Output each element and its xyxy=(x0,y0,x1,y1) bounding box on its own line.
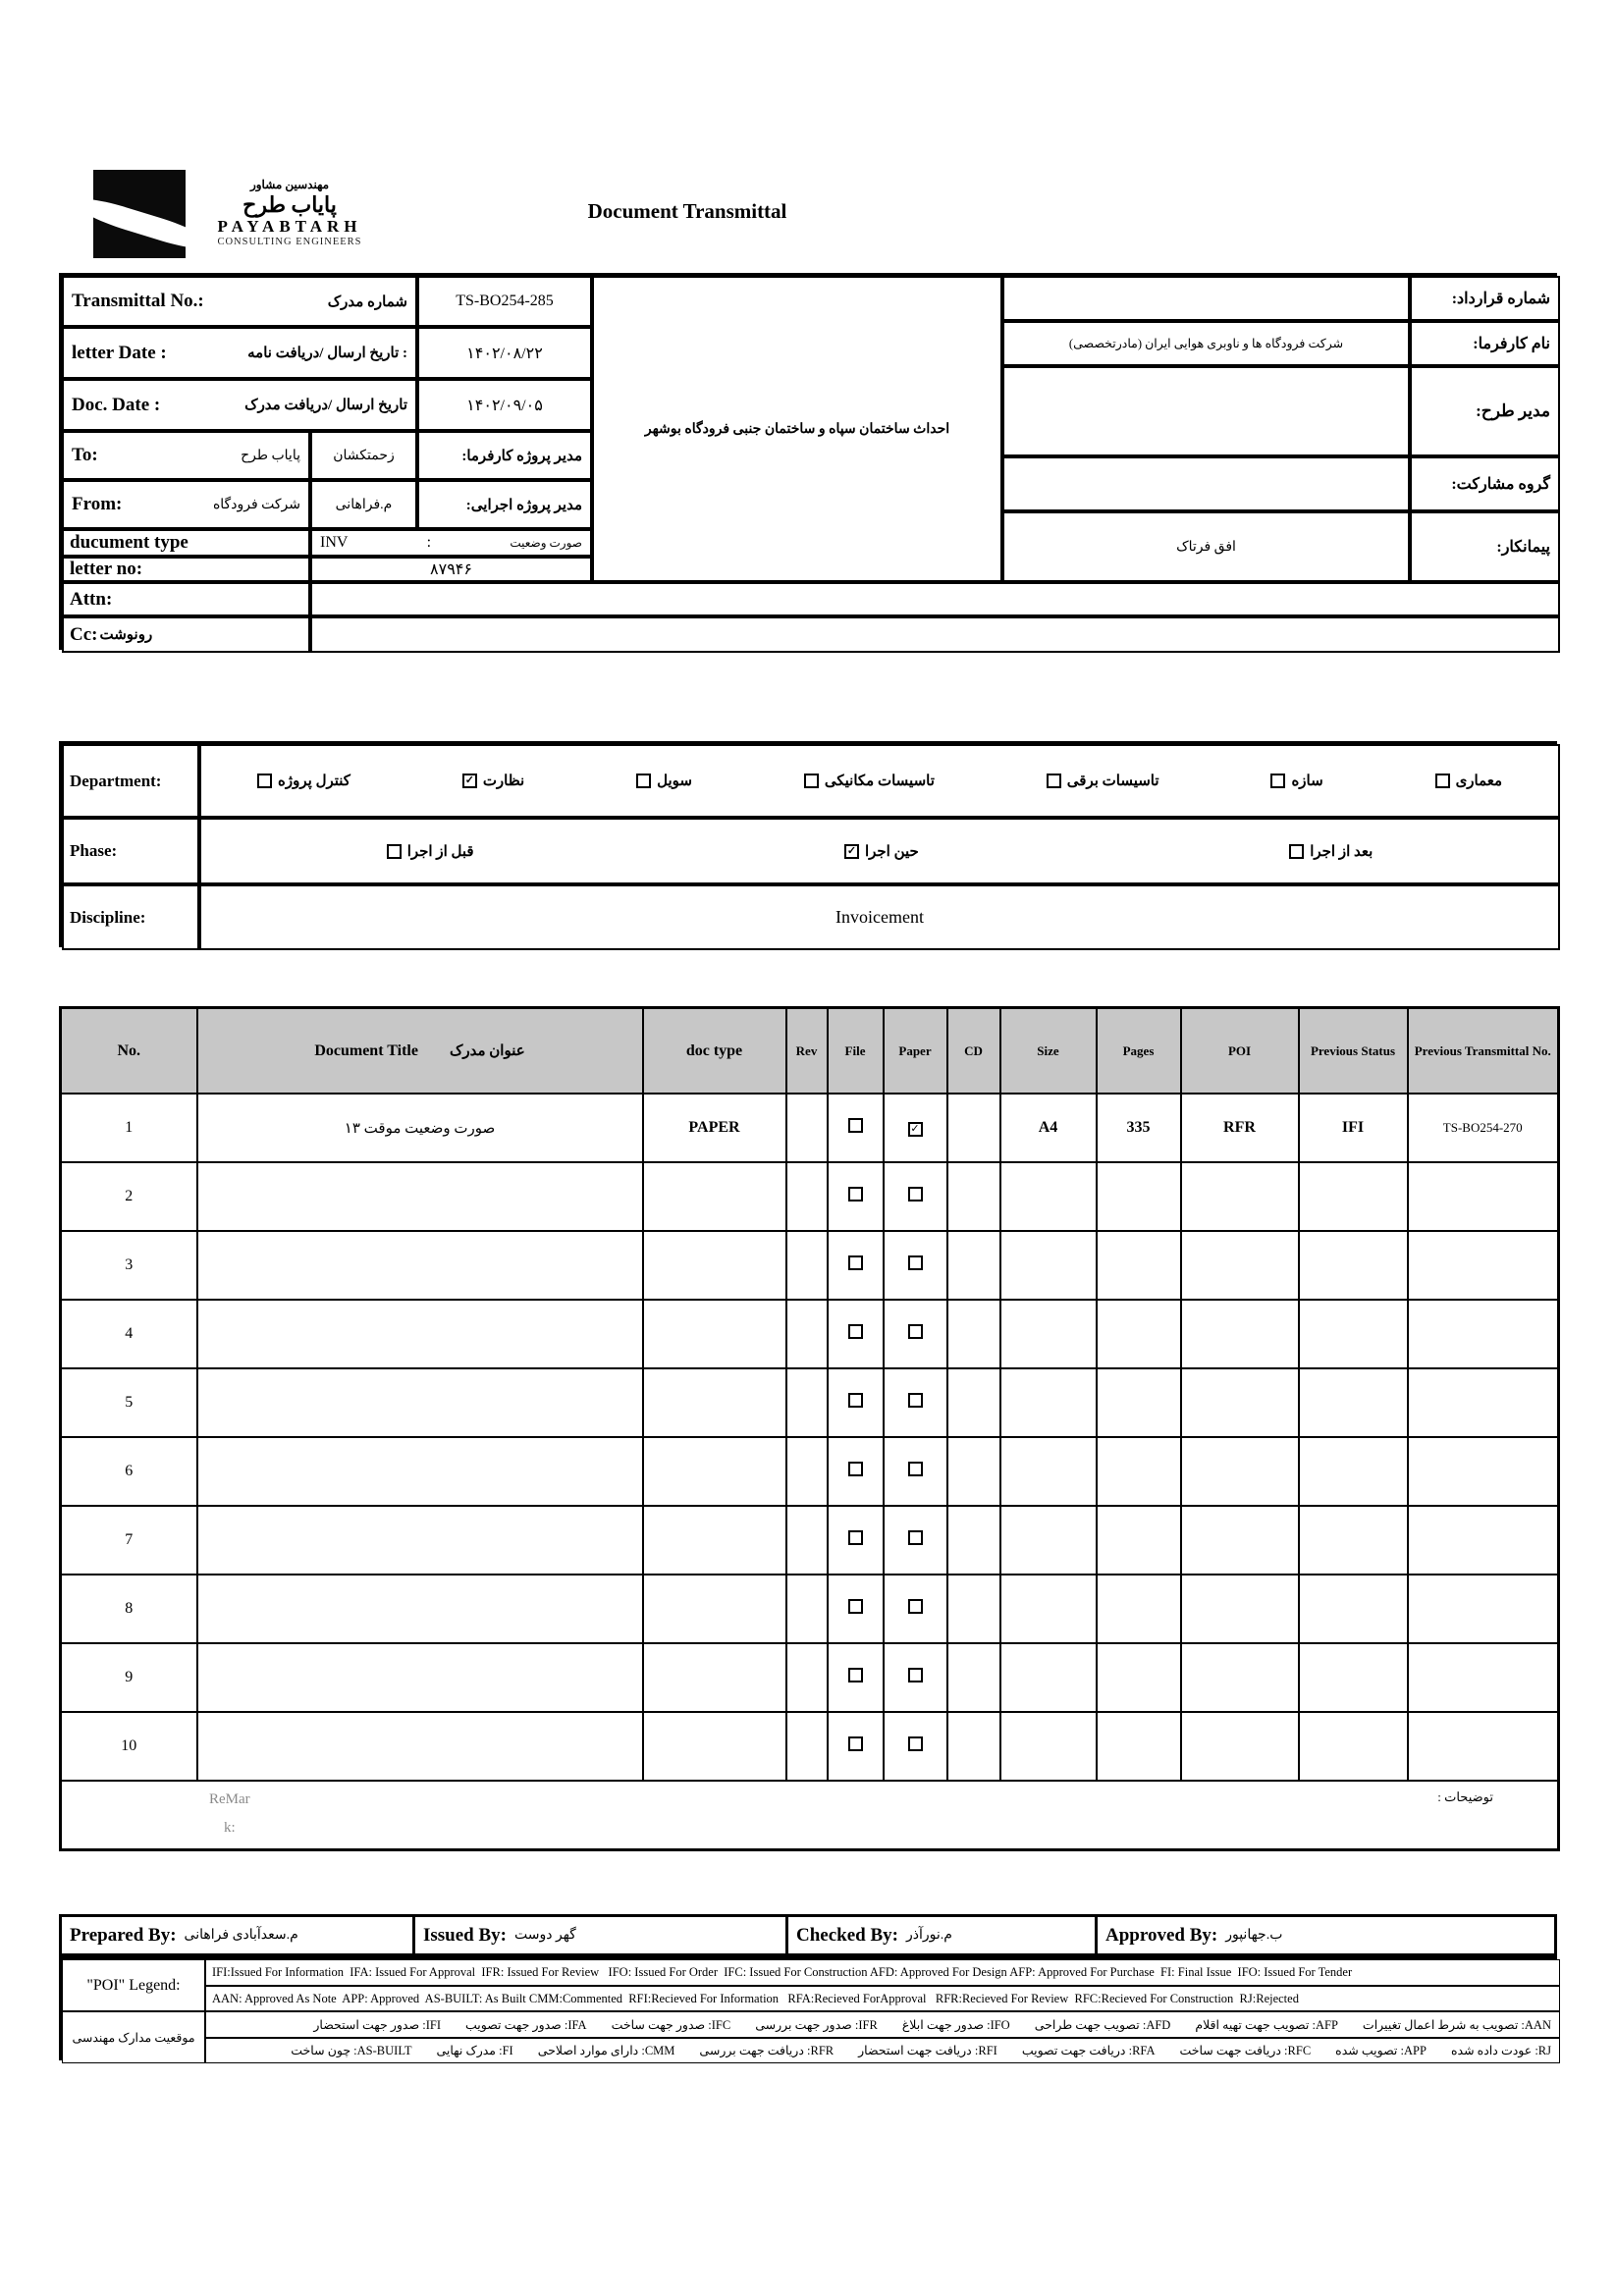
row-cd xyxy=(947,1712,1000,1781)
row-cd xyxy=(947,1162,1000,1231)
row-prev-transmittal xyxy=(1408,1231,1559,1300)
row-poi xyxy=(1181,1575,1299,1643)
row-size xyxy=(1000,1437,1097,1506)
row-rev xyxy=(786,1368,828,1437)
cc-value xyxy=(310,616,1560,653)
checkbox[interactable] xyxy=(804,774,819,788)
col-poi: POI xyxy=(1181,1008,1299,1095)
department-label: Department: xyxy=(62,744,199,818)
col-prev-transmittal: Previous Transmittal No. xyxy=(1408,1008,1559,1095)
checkbox[interactable] xyxy=(1289,844,1304,859)
to-role-label: مدیر پروژه کارفرما: xyxy=(417,431,592,480)
legend-en-line1: IFI:Issued For Information IFA: Issued For Approval IFR: Issued For Review IFO: Issued For Order IFC: Issued For Construction AFD: Approved For Design AFP: Approved For Purchase FI: Final Issue IFO: Issued For Tender xyxy=(205,1959,1560,1986)
row-doc-type xyxy=(643,1368,786,1437)
row-doc-type xyxy=(643,1643,786,1712)
file-checkbox[interactable] xyxy=(848,1255,863,1270)
issued-by-cell: Issued By: گهر دوست xyxy=(415,1917,788,1953)
to-cell: To: پایاب طرح xyxy=(62,431,310,480)
row-size xyxy=(1000,1506,1097,1575)
row-doc-type xyxy=(643,1162,786,1231)
row-no: 9 xyxy=(61,1643,197,1712)
discipline-label: Discipline: xyxy=(62,884,199,950)
row-paper xyxy=(884,1437,947,1506)
row-rev xyxy=(786,1094,828,1162)
remark-label-fa: توضیحات : xyxy=(1437,1789,1493,1804)
row-paper xyxy=(884,1094,947,1162)
discipline-value: Invoicement xyxy=(199,884,1560,950)
col-prev-status: Previous Status xyxy=(1299,1008,1408,1095)
row-title xyxy=(197,1162,643,1231)
row-size xyxy=(1000,1300,1097,1368)
row-title xyxy=(197,1643,643,1712)
legend-fa-line1: AAN: تصویب به شرط اعمال تغییرات AFP: تصویب جهت تهیه اقلام AFD: تصویب جهت طراحی IFO: صدور جهت ابلاغ IFR: صدور جهت بررسی IFC: صدور جهت ساخت IFA: صدور جهت تصویب IFI: صدور جهت استحضار xyxy=(205,2011,1560,2038)
contractor-value: افق فرتاک xyxy=(1002,511,1410,582)
file-checkbox[interactable] xyxy=(848,1462,863,1476)
file-checkbox[interactable] xyxy=(848,1668,863,1682)
row-pages xyxy=(1097,1368,1181,1437)
checkbox[interactable] xyxy=(1270,774,1285,788)
row-doc-type xyxy=(643,1437,786,1506)
brand-tagline-fa: مهندسین مشاور xyxy=(249,178,330,191)
prepared-by-cell: Prepared By: م.سعدآبادی فراهانی xyxy=(62,1917,415,1953)
doc-table-header-row xyxy=(61,1008,1559,1095)
table-row xyxy=(61,1506,1559,1575)
transmittal-no-label: Transmittal No.: شماره مدرک xyxy=(62,276,417,327)
row-title xyxy=(197,1575,643,1643)
row-no: 2 xyxy=(61,1162,197,1231)
col-paper: Paper xyxy=(884,1008,947,1095)
row-rev xyxy=(786,1231,828,1300)
row-prev-status xyxy=(1299,1712,1408,1781)
row-pages xyxy=(1097,1643,1181,1712)
row-poi xyxy=(1181,1300,1299,1368)
paper-checkbox[interactable] xyxy=(908,1393,923,1408)
col-rev: Rev xyxy=(786,1008,828,1095)
row-cd xyxy=(947,1094,1000,1162)
contract-no-label: شماره قرارداد: xyxy=(1410,276,1560,321)
issued-by-value: گهر دوست xyxy=(514,1928,576,1943)
checkbox[interactable] xyxy=(1435,774,1450,788)
row-prev-status: IFI xyxy=(1299,1094,1408,1162)
row-file xyxy=(828,1162,884,1231)
row-no: 4 xyxy=(61,1300,197,1368)
row-no: 6 xyxy=(61,1437,197,1506)
table-row xyxy=(61,1437,1559,1506)
row-title xyxy=(197,1712,643,1781)
row-doc-type xyxy=(643,1712,786,1781)
row-size xyxy=(1000,1575,1097,1643)
checkbox[interactable] xyxy=(636,774,651,788)
row-cd xyxy=(947,1437,1000,1506)
project-title-cell xyxy=(592,276,1002,582)
project-title: احداث ساختمان سپاه و ساختمان جنبی فرودگاه بوشهر xyxy=(644,421,950,437)
file-checkbox[interactable] xyxy=(848,1187,863,1201)
row-pages xyxy=(1097,1162,1181,1231)
row-prev-transmittal xyxy=(1408,1575,1559,1643)
phase-option-after: بعد از اجرا xyxy=(1289,842,1373,861)
contract-no-value xyxy=(1002,276,1410,321)
row-prev-status xyxy=(1299,1162,1408,1231)
row-no: 8 xyxy=(61,1575,197,1643)
row-pages xyxy=(1097,1712,1181,1781)
from-person: م.فراهانی xyxy=(310,480,417,529)
from-value: شرکت فرودگاه xyxy=(212,497,300,512)
row-rev xyxy=(786,1643,828,1712)
row-rev xyxy=(786,1162,828,1231)
doc-date-value: ۱۴۰۲/۰۹/۰۵ xyxy=(417,379,592,431)
checked-by-cell: Checked By: م.نورآذر xyxy=(788,1917,1098,1953)
paper-checkbox[interactable] xyxy=(908,1462,923,1476)
row-no: 10 xyxy=(61,1712,197,1781)
info-table xyxy=(59,273,1557,650)
col-file: File xyxy=(828,1008,884,1095)
row-file xyxy=(828,1094,884,1162)
partnership-label: گروه مشارکت: xyxy=(1410,456,1560,511)
remark-label: ReMar k: xyxy=(209,1791,250,1836)
row-poi xyxy=(1181,1231,1299,1300)
letter-date-value: ۱۴۰۲/۰۸/۲۲ xyxy=(417,327,592,379)
checkbox[interactable] xyxy=(1047,774,1061,788)
row-prev-status xyxy=(1299,1368,1408,1437)
doc-date-label: Doc. Date : تاریخ ارسال /دریافت مدرک xyxy=(62,379,417,431)
row-cd xyxy=(947,1368,1000,1437)
to-person: زحمتکشان xyxy=(310,431,417,480)
row-poi xyxy=(1181,1712,1299,1781)
legend-fa-line2: RJ: عودت داده شده APP: تصویب شده RFC: دریافت جهت ساخت RFA: دریافت جهت تصویب RFI: دریافت جهت استحضار RFR: دریافت جهت بررسی CMM: دارای موارد اصلاحی FI: مدرک نهایی AS-BUILT: چون ساخت xyxy=(205,2038,1560,2063)
col-doc-type: doc type xyxy=(643,1008,786,1095)
row-size xyxy=(1000,1712,1097,1781)
attn-value xyxy=(310,582,1560,616)
row-file xyxy=(828,1368,884,1437)
checkbox[interactable]: ✓ xyxy=(844,844,859,859)
table-row xyxy=(61,1575,1559,1643)
row-rev xyxy=(786,1300,828,1368)
doc-type-value: INV : صورت وضعیت xyxy=(310,529,592,557)
row-prev-status xyxy=(1299,1231,1408,1300)
row-pages xyxy=(1097,1300,1181,1368)
table-row xyxy=(61,1300,1559,1368)
remarks-row xyxy=(61,1781,1559,1850)
checked-by-value: م.نورآذر xyxy=(905,1928,952,1943)
row-doc-type xyxy=(643,1506,786,1575)
row-no: 3 xyxy=(61,1231,197,1300)
row-prev-transmittal xyxy=(1408,1506,1559,1575)
poi-legend-label: "POI" Legend: xyxy=(62,1959,205,2011)
doc-table-body xyxy=(61,1094,1559,1850)
brand-subtitle: CONSULTING ENGINEERS xyxy=(217,236,362,247)
row-poi: RFR xyxy=(1181,1094,1299,1162)
row-poi xyxy=(1181,1506,1299,1575)
dept-option-sazeh: سازه xyxy=(1270,772,1322,790)
row-size xyxy=(1000,1368,1097,1437)
row-size xyxy=(1000,1231,1097,1300)
paper-checkbox[interactable] xyxy=(908,1255,923,1270)
row-cd xyxy=(947,1300,1000,1368)
paper-checkbox[interactable] xyxy=(908,1324,923,1339)
letter-no-value: ۸۷۹۴۶ xyxy=(310,557,592,582)
row-paper xyxy=(884,1575,947,1643)
from-cell: From: شرکت فرودگاه xyxy=(62,480,310,529)
row-rev xyxy=(786,1437,828,1506)
row-rev xyxy=(786,1575,828,1643)
col-pages: Pages xyxy=(1097,1008,1181,1095)
paper-checkbox[interactable] xyxy=(908,1736,923,1751)
row-prev-transmittal xyxy=(1408,1368,1559,1437)
page-title: Document Transmittal xyxy=(587,199,787,223)
signatures-row xyxy=(59,1914,1557,1956)
row-pages xyxy=(1097,1437,1181,1506)
row-paper xyxy=(884,1712,947,1781)
checkbox[interactable] xyxy=(257,774,272,788)
file-checkbox[interactable] xyxy=(848,1599,863,1614)
row-cd xyxy=(947,1575,1000,1643)
transmittal-no-value: TS-BO254-285 xyxy=(417,276,592,327)
row-paper xyxy=(884,1506,947,1575)
row-pages: 335 xyxy=(1097,1094,1181,1162)
table-row xyxy=(61,1162,1559,1231)
file-checkbox[interactable] xyxy=(848,1324,863,1339)
row-paper xyxy=(884,1300,947,1368)
row-title: صورت وضعیت موقت ۱۳ xyxy=(197,1094,643,1162)
row-prev-transmittal xyxy=(1408,1643,1559,1712)
dept-option-nezarat: ✓ نظارت xyxy=(462,772,524,790)
row-prev-transmittal xyxy=(1408,1162,1559,1231)
row-title xyxy=(197,1368,643,1437)
row-doc-type: PAPER xyxy=(643,1094,786,1162)
letter-date-label: letter Date : تاریخ ارسال /دریافت نامه : xyxy=(62,327,417,379)
table-row xyxy=(61,1368,1559,1437)
paper-checkbox[interactable]: ✓ xyxy=(908,1122,923,1137)
dept-option-control: کنترل پروژه xyxy=(257,772,350,790)
table-row xyxy=(61,1712,1559,1781)
phase-label: Phase: xyxy=(62,818,199,884)
row-pages xyxy=(1097,1231,1181,1300)
phase-option-before: قبل از اجرا xyxy=(387,842,474,861)
partnership-value xyxy=(1002,456,1410,511)
file-checkbox[interactable] xyxy=(848,1118,863,1133)
row-paper xyxy=(884,1162,947,1231)
file-checkbox[interactable] xyxy=(848,1393,863,1408)
row-prev-transmittal xyxy=(1408,1712,1559,1781)
paper-checkbox[interactable] xyxy=(908,1187,923,1201)
checkbox[interactable] xyxy=(387,844,402,859)
row-no: 7 xyxy=(61,1506,197,1575)
checkbox[interactable]: ✓ xyxy=(462,774,477,788)
plan-manager-value xyxy=(1002,366,1410,456)
prepared-by-value: م.سعدآبادی فراهانی xyxy=(184,1928,298,1943)
dept-option-memari: معماری xyxy=(1435,772,1503,790)
row-cd xyxy=(947,1643,1000,1712)
department-options xyxy=(199,744,1560,818)
col-title: Document Title عنوان مدرک xyxy=(197,1008,643,1095)
row-file xyxy=(828,1643,884,1712)
brand-name-fa: پایاب طرح xyxy=(242,191,337,217)
row-title xyxy=(197,1300,643,1368)
row-file xyxy=(828,1712,884,1781)
table-row xyxy=(61,1094,1559,1162)
phase-options xyxy=(199,818,1560,884)
row-file xyxy=(828,1300,884,1368)
row-prev-status xyxy=(1299,1506,1408,1575)
paper-checkbox[interactable] xyxy=(908,1599,923,1614)
row-file xyxy=(828,1575,884,1643)
dept-option-civil: سویل xyxy=(636,772,692,790)
row-prev-status xyxy=(1299,1437,1408,1506)
poi-legend xyxy=(59,1956,1557,2060)
cc-label: Cc: رونوشت xyxy=(62,616,310,653)
row-prev-status xyxy=(1299,1575,1408,1643)
row-file xyxy=(828,1231,884,1300)
row-paper xyxy=(884,1368,947,1437)
approved-by-cell: Approved By: ب.جهانپور xyxy=(1105,1924,1283,1946)
row-pages xyxy=(1097,1575,1181,1643)
contractor-label: پیمانکار: xyxy=(1410,511,1560,582)
row-file xyxy=(828,1506,884,1575)
row-cd xyxy=(947,1506,1000,1575)
row-doc-type xyxy=(643,1231,786,1300)
letter-no-label: letter no: xyxy=(62,557,310,582)
row-poi xyxy=(1181,1368,1299,1437)
row-no: 5 xyxy=(61,1368,197,1437)
legend-en-line2: AAN: Approved As Note APP: Approved AS-BUILT: As Built CMM:Commented RFI:Recieved For Information RFA:Recieved ForApproval RFR:Recieved For Review RFC:Recieved For Construction RJ:Rejected xyxy=(205,1986,1560,2011)
row-prev-transmittal xyxy=(1408,1300,1559,1368)
to-value: پایاب طرح xyxy=(241,448,300,463)
row-title xyxy=(197,1506,643,1575)
row-size xyxy=(1000,1643,1097,1712)
row-poi xyxy=(1181,1162,1299,1231)
row-title xyxy=(197,1437,643,1506)
row-file xyxy=(828,1437,884,1506)
from-role-label: مدیر پروژه اجرایی: xyxy=(417,480,592,529)
client-name-label: نام کارفرما: xyxy=(1410,321,1560,366)
dept-option-mekaniki: تاسیسات مکانیکی xyxy=(804,772,935,790)
payabtarh-logo-icon xyxy=(93,170,186,258)
status-legend-label: موقعیت مدارک مهندسی xyxy=(62,2011,205,2063)
row-prev-status xyxy=(1299,1643,1408,1712)
table-row xyxy=(61,1643,1559,1712)
file-checkbox[interactable] xyxy=(848,1736,863,1751)
remarks-cell xyxy=(61,1781,1559,1850)
client-name-value: شرکت فرودگاه ها و ناوبری هوایی ایران (مادرتخصصی) xyxy=(1002,321,1410,366)
dept-option-barghi: تاسیسات برقی xyxy=(1047,772,1159,790)
row-pages xyxy=(1097,1506,1181,1575)
phase-option-during: ✓ حین اجرا xyxy=(844,842,919,861)
col-no: No. xyxy=(61,1008,197,1095)
row-no: 1 xyxy=(61,1094,197,1162)
row-title xyxy=(197,1231,643,1300)
plan-manager-label: مدیر طرح: xyxy=(1410,366,1560,456)
row-doc-type xyxy=(643,1300,786,1368)
row-doc-type xyxy=(643,1575,786,1643)
row-prev-status xyxy=(1299,1300,1408,1368)
row-rev xyxy=(786,1506,828,1575)
row-rev xyxy=(786,1712,828,1781)
brand-name-en: PAYABTARH xyxy=(217,217,362,237)
row-poi xyxy=(1181,1437,1299,1506)
paper-checkbox[interactable] xyxy=(908,1530,923,1545)
doc-type-label: ducument type xyxy=(62,529,310,557)
row-prev-transmittal: TS-BO254-270 xyxy=(1408,1094,1559,1162)
classification-table xyxy=(59,741,1557,947)
row-cd xyxy=(947,1231,1000,1300)
row-size: A4 xyxy=(1000,1094,1097,1162)
row-paper xyxy=(884,1231,947,1300)
col-size: Size xyxy=(1000,1008,1097,1095)
attn-label: Attn: xyxy=(62,582,310,616)
row-paper xyxy=(884,1643,947,1712)
col-cd: CD xyxy=(947,1008,1000,1095)
file-checkbox[interactable] xyxy=(848,1530,863,1545)
row-prev-transmittal xyxy=(1408,1437,1559,1506)
row-size xyxy=(1000,1162,1097,1231)
approved-by-value: ب.جهانپور xyxy=(1225,1928,1283,1943)
paper-checkbox[interactable] xyxy=(908,1668,923,1682)
table-row xyxy=(61,1231,1559,1300)
document-list-table xyxy=(59,1006,1560,1851)
row-poi xyxy=(1181,1643,1299,1712)
